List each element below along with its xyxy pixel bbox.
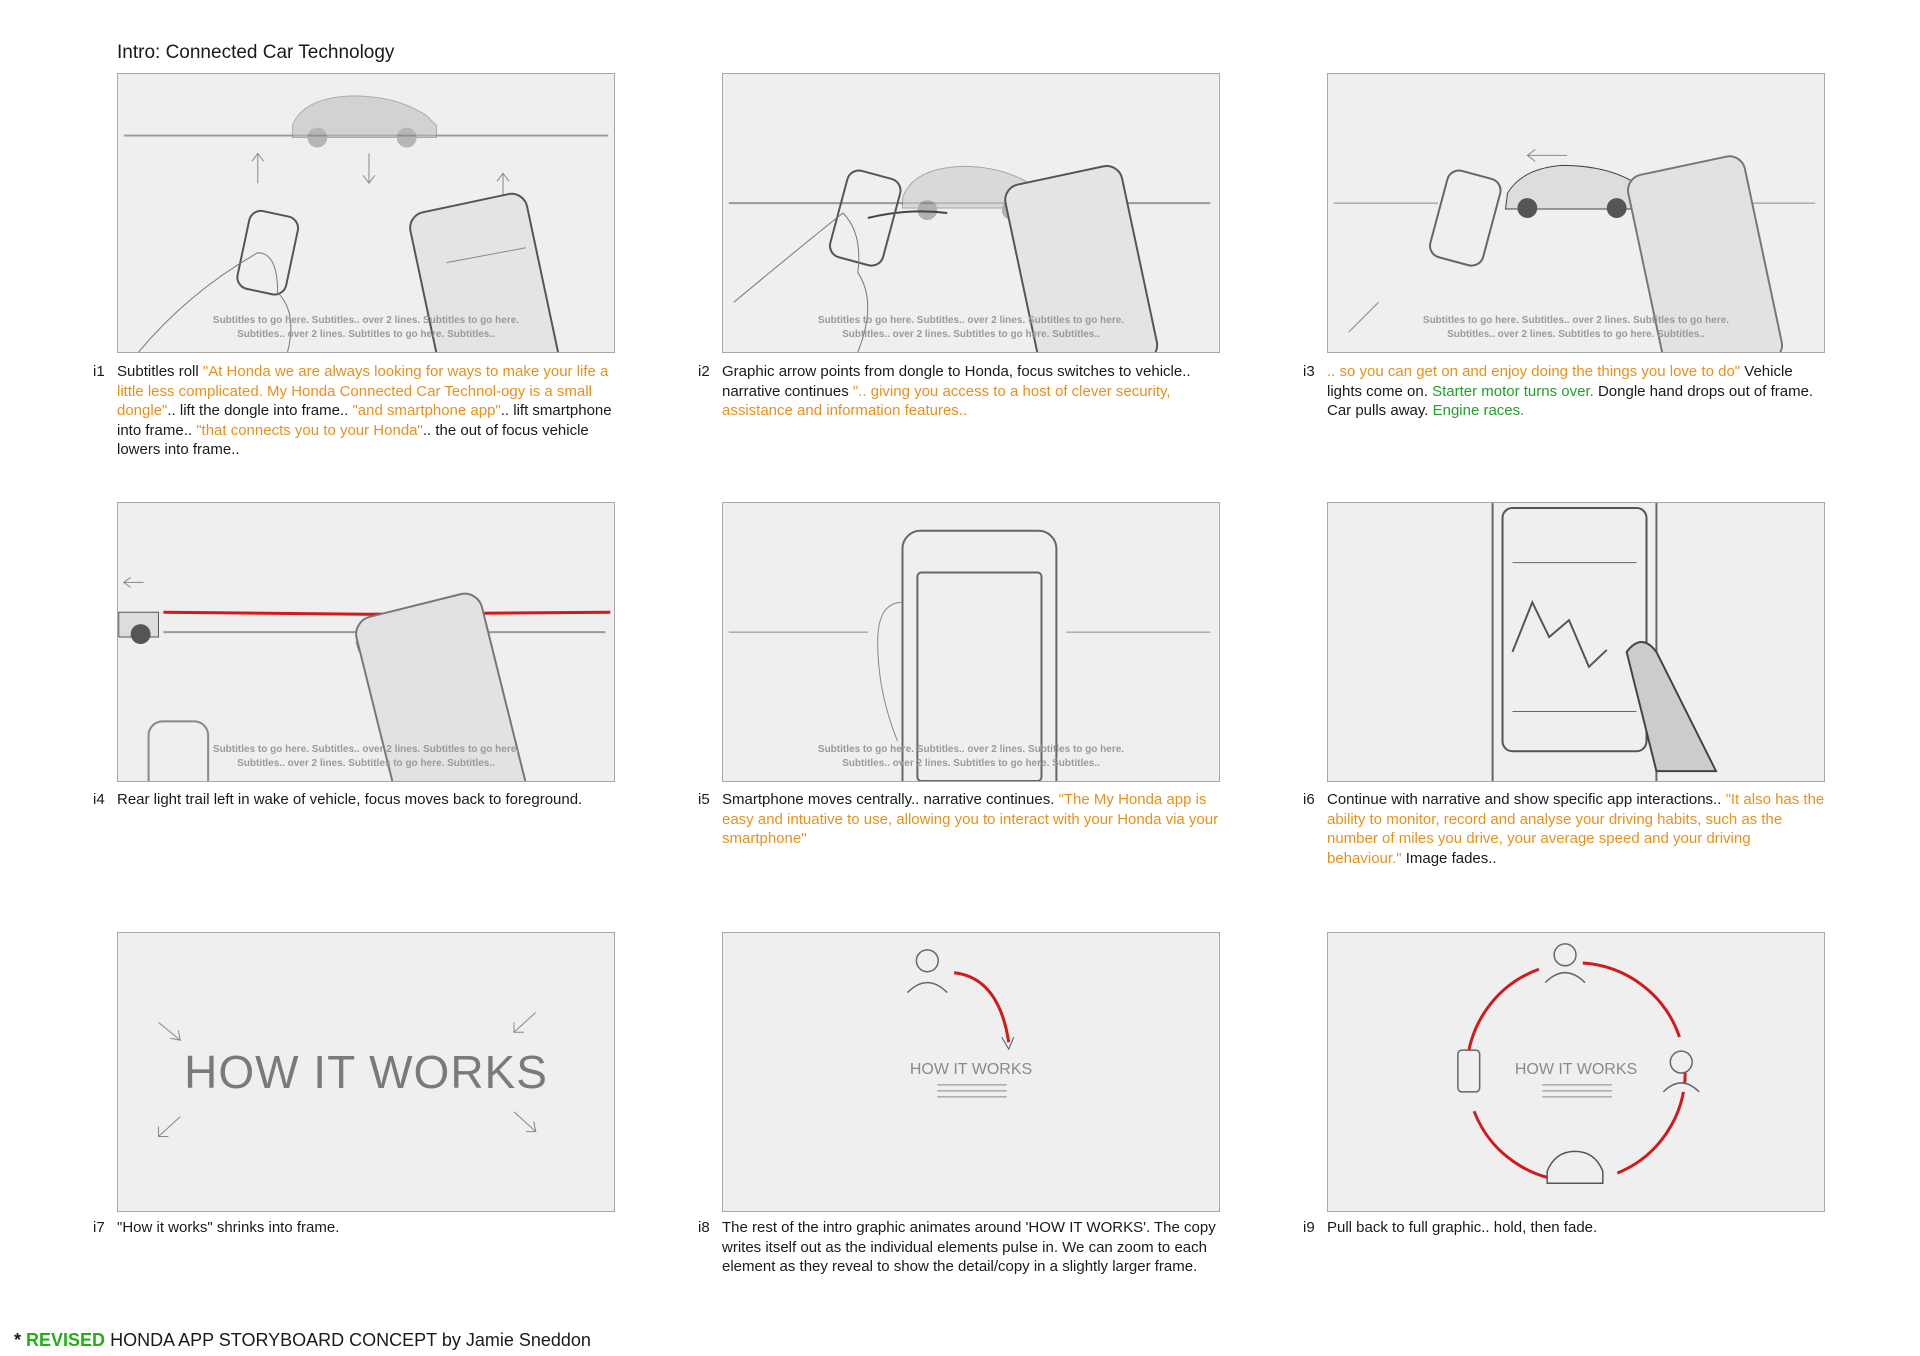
panel-number: i8 (698, 1219, 710, 1236)
caption-run: Engine races. (1432, 402, 1525, 419)
caption-run: "The My Honda app is easy and intuative to use, allowing you to interact with your Honda via your smartphone" (722, 791, 1219, 847)
panel-i4-frame (117, 502, 615, 782)
caption-run: Pull back to full graphic.. hold, then fade. (1327, 1219, 1598, 1236)
subtitle-placeholder: Subtitles to go here. Subtitles.. over 2 lines. Subtitles to go here. Subtitles.. over 2 lines. Subtitles to go here. Subtitles.. (817, 744, 1125, 769)
how-it-works-label: HOW IT WORKS (1514, 1061, 1638, 1078)
panel-caption-text (722, 1219, 1216, 1275)
panel-number: i5 (698, 791, 710, 808)
panel-number: i4 (93, 791, 105, 808)
footer-star: * (14, 1330, 22, 1350)
caption-run: "At Honda we are always looking for ways to make your life a little less complicated. My Honda Connected Car Technol-ogy is a small dongle" (117, 363, 609, 419)
footer-credit (14, 1330, 591, 1351)
caption-run: Image fades.. (1401, 849, 1497, 867)
caption-run: Subtitles roll (117, 363, 203, 380)
panel-i3-caption (1303, 362, 1827, 421)
panel-i6-caption (1303, 790, 1827, 868)
panel-i6-frame (1327, 502, 1825, 782)
finger-icon (1627, 642, 1716, 771)
caption-run: "It also has the ability to monitor, record and analyse your driving habits, such as the number of miles you drive, your average speed and your driving behaviour." (1327, 791, 1825, 867)
panel-i5-frame (722, 502, 1220, 782)
panel-i1-frame (117, 73, 615, 353)
caption-run: ".. giving you access to a host of clever security, assistance and information features.. (722, 382, 1171, 419)
red-arc (954, 973, 1009, 1042)
subtitle-placeholder: Subtitles to go here. Subtitles.. over 2 lines. Subtitles to go here. Subtitles.. over 2 lines. Subtitles to go here. Subtitles.. (212, 744, 520, 769)
subtitle-placeholder: Subtitles to go here. Subtitles.. over 2 lines. Subtitles to go here. Subtitles.. over 2 lines. Subtitles to go here. Subtitles.. (1422, 315, 1730, 340)
panel-i1-caption (93, 362, 627, 460)
panel-number: i1 (93, 363, 105, 380)
panel-caption-text (722, 363, 1191, 419)
panel-caption-text (117, 1219, 339, 1236)
panel-i1-sketch (118, 74, 614, 352)
panel-caption-text (722, 791, 1218, 847)
caption-run: "How it works" shrinks into frame. (117, 1219, 340, 1236)
dongle-icon (827, 168, 903, 268)
panel-i7-caption (93, 1218, 627, 1238)
caption-run: The rest of the intro graphic animates around 'HOW IT WORKS'. The copy writes itself out as the individual elements pulse in. We can zoom to each element as they reveal to show the detail/copy in a slightly larger frame. (722, 1219, 1216, 1275)
panel-caption-text (1327, 363, 1813, 419)
caption-run: "that connects you to your Honda" (196, 421, 423, 439)
car-icon (1547, 1151, 1603, 1183)
how-it-works-label: HOW IT WORKS (909, 1061, 1033, 1078)
panel-i3-frame (1327, 73, 1825, 353)
chart-line-icon (1512, 602, 1606, 667)
caption-run: .. so you can get on and enjoy doing the things you love to do" (1327, 363, 1741, 380)
caption-run: Graphic arrow points from dongle to Honda, focus switches to vehicle.. narrative continues (722, 363, 1191, 400)
panel-caption-text (1327, 1219, 1597, 1236)
panel-i9-frame (1327, 932, 1825, 1212)
panel-caption-text (1327, 791, 1824, 867)
dongle-icon (1427, 168, 1503, 268)
panel-i8-caption (698, 1218, 1222, 1277)
person-icon (907, 950, 947, 993)
car-icon (293, 96, 437, 148)
panel-number: i2 (698, 363, 710, 380)
panel-number: i7 (93, 1219, 105, 1236)
dongle-icon (235, 209, 300, 297)
footer-text: HONDA APP STORYBOARD CONCEPT by Jamie Sneddon (105, 1330, 591, 1350)
panel-i2-caption (698, 362, 1222, 421)
caption-run: Rear light trail left in wake of vehicle, focus moves back to foreground. (117, 791, 583, 808)
panel-number: i3 (1303, 363, 1315, 380)
caption-run: Continue with narrative and show specific app interactions.. (1327, 791, 1726, 808)
subtitle-placeholder: Subtitles to go here. Subtitles.. over 2 lines. Subtitles to go here. Subtitles.. over 2 lines. Subtitles to go here. Subtitles.. (817, 315, 1125, 340)
panel-i2-frame (722, 73, 1220, 353)
panel-i8-frame (722, 932, 1220, 1212)
caption-run: .. the out of focus vehicle lowers into frame.. (117, 421, 589, 458)
smartphone-icon (1503, 508, 1647, 751)
how-it-works-title: HOW IT WORKS (184, 1046, 548, 1098)
panel-caption-text (117, 363, 612, 458)
caption-run: Vehicle lights come on. (1327, 363, 1793, 400)
panel-i9-caption (1303, 1218, 1827, 1238)
page-title: Intro: Connected Car Technology (117, 42, 395, 63)
person-icon (1545, 944, 1585, 983)
caption-run: .. lift the dongle into frame.. (167, 402, 353, 419)
panel-i4-caption (93, 790, 627, 810)
caption-run: .. lift smartphone into frame.. (117, 402, 612, 439)
panel-i7-frame (117, 932, 615, 1212)
panel-i5-caption (698, 790, 1222, 849)
revised-label: REVISED (26, 1330, 106, 1350)
caption-run: "and smartphone app" (352, 402, 501, 419)
panel-number: i9 (1303, 1219, 1315, 1236)
panel-number: i6 (1303, 791, 1315, 808)
panel-caption-text (117, 791, 582, 808)
caption-run: Dongle hand drops out of frame. Car pulls away. (1327, 382, 1814, 419)
caption-run: Starter motor turns over. (1432, 382, 1594, 400)
caption-run: Smartphone moves centrally.. narrative continues. (722, 791, 1059, 808)
subtitle-placeholder: Subtitles to go here. Subtitles.. over 2 lines. Subtitles to go here. Subtitles.. over 2 lines. Subtitles to go here. Subtitles.. (212, 315, 520, 340)
